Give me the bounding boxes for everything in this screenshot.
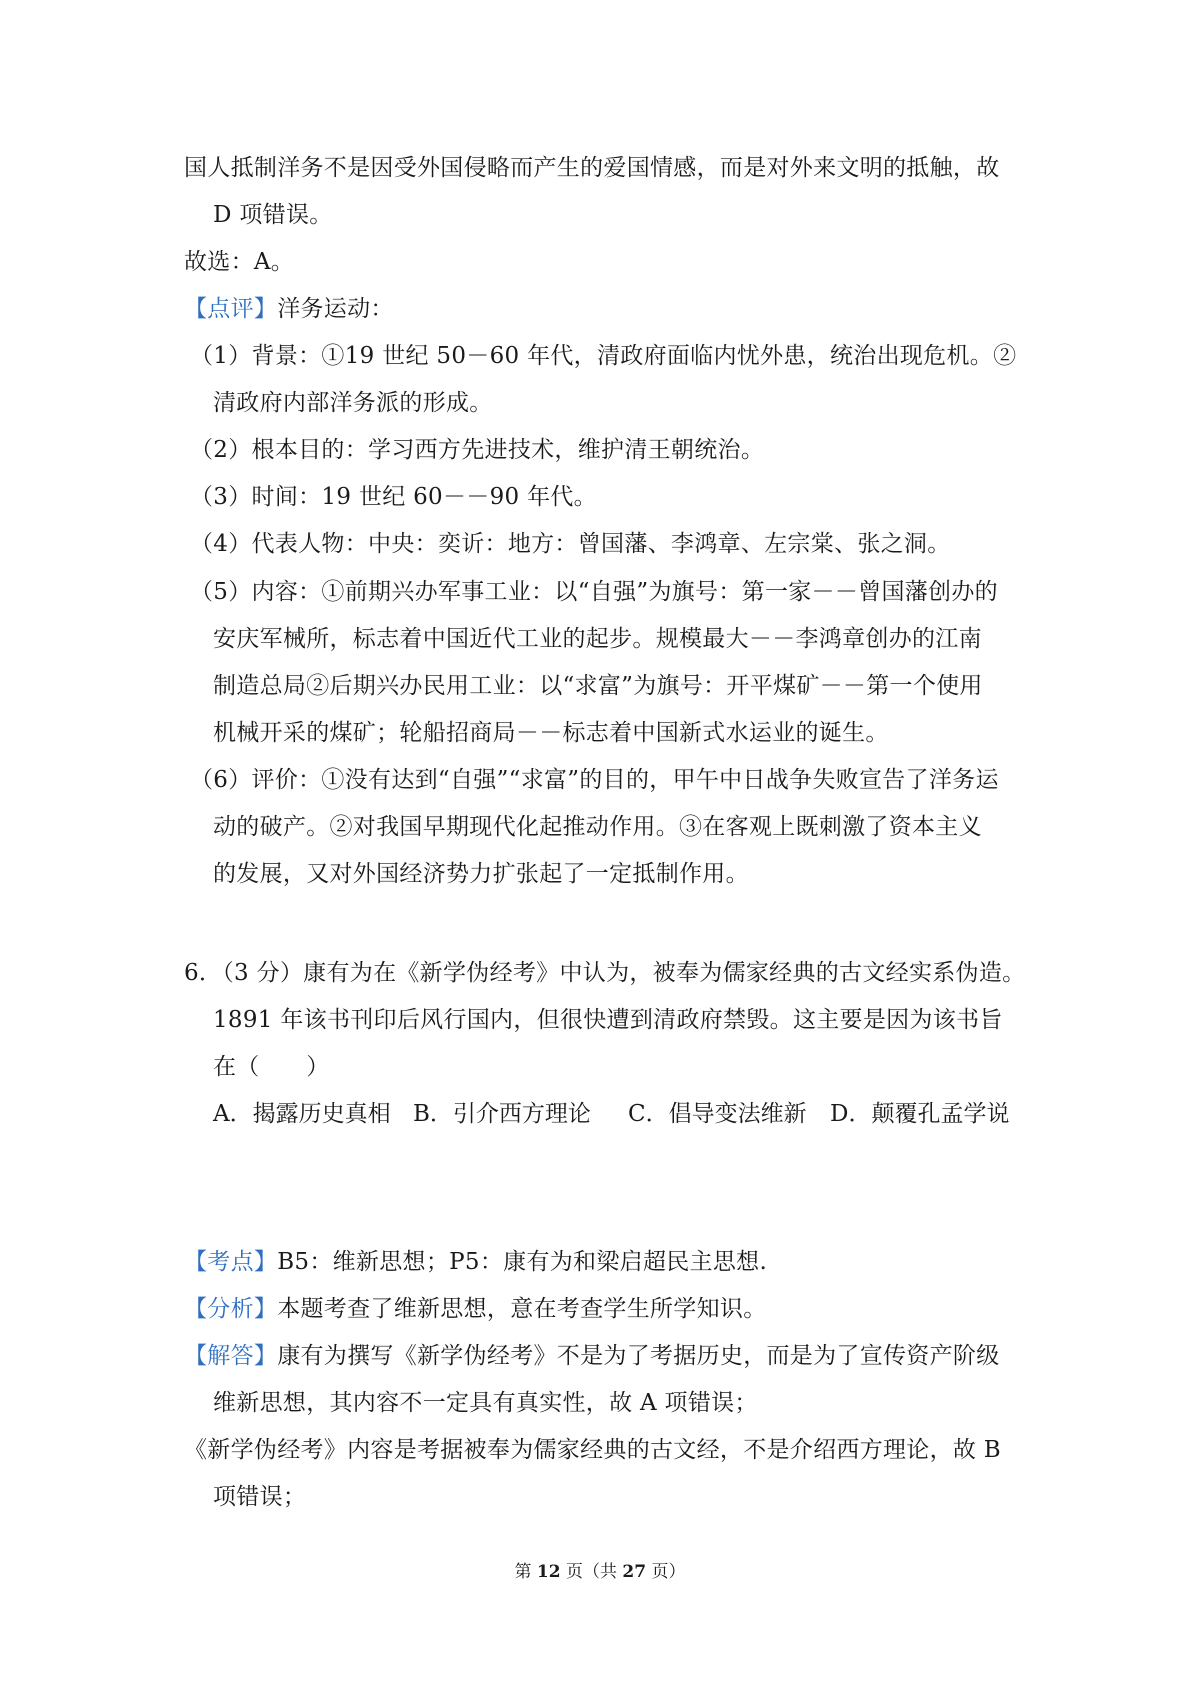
- prev-analysis-line-2: D 项错误。: [213, 202, 333, 228]
- fenxi-tag: 【分析】: [184, 1296, 278, 1322]
- page-footer: [0, 1560, 1200, 1584]
- footer-suffix: 页）: [646, 1562, 686, 1582]
- option-c: C．倡导变法维新: [628, 1101, 807, 1127]
- comment-title: 洋务运动：: [277, 296, 394, 322]
- jieda-text-1: 康有为撰写《新学伪经考》不是为了考据历史，而是为了宣传资产阶级: [277, 1343, 1000, 1369]
- prev-analysis-line-1: 国人抵制洋务不是因受外国侵略而产生的爱国情感，而是对外来文明的抵触，故: [184, 155, 1000, 181]
- footer-total-pages: 27: [622, 1562, 647, 1582]
- question-6-line-3: 在（ ）: [213, 1054, 330, 1080]
- comment-item: （1）背景：①19 世纪 50－60 年代，清政府面临内忧外患，统治出现危机。②: [190, 343, 1017, 369]
- fenxi-text: 本题考查了维新思想，意在考查学生所学知识。: [277, 1296, 767, 1322]
- footer-middle: 页（共: [560, 1562, 623, 1582]
- option-b: B．引介西方理论: [413, 1101, 591, 1127]
- kaodian: [184, 1246, 767, 1278]
- footer-page-number: 12: [536, 1562, 561, 1582]
- option-d: D．颠覆孔孟学说: [830, 1101, 1010, 1127]
- comment-item: （4）代表人物：中央：奕䜣：地方：曾国藩、李鸿章、左宗棠、张之洞。: [190, 531, 951, 557]
- comment-item: 的发展，又对外国经济势力扩张起了一定抵制作用。: [213, 861, 749, 887]
- prev-answer: 故选：A。: [184, 249, 295, 275]
- fenxi: [184, 1293, 767, 1325]
- comment-item: （2）根本目的：学习西方先进技术，维护清王朝统治。: [190, 437, 765, 463]
- jieda-text-2: 维新思想，其内容不一定具有真实性，故 A 项错误；: [213, 1390, 758, 1416]
- comment-item: （6）评价：①没有达到“自强”“求富”的目的，甲午中日战争失败宣告了洋务运: [190, 767, 999, 793]
- comment-item: 动的破产。②对我国早期现代化起推动作用。③在客观上既刺激了资本主义: [213, 814, 982, 840]
- jieda-text-3: 《新学伪经考》内容是考据被奉为儒家经典的古文经，不是介绍西方理论，故 B: [184, 1437, 1002, 1463]
- kaodian-tag: 【考点】: [184, 1249, 278, 1275]
- comment-item: （5）内容：①前期兴办军事工业：以“自强”为旗号：第一家－－曾国藩创办的: [190, 579, 998, 605]
- comment-item: 机械开采的煤矿；轮船招商局－－标志着中国新式水运业的诞生。: [213, 720, 889, 746]
- jieda-text-4: 项错误；: [213, 1484, 307, 1510]
- jieda: [184, 1340, 1000, 1372]
- comment-item: 制造总局②后期兴办民用工业：以“求富”为旗号：开平煤矿－－第一个使用: [213, 673, 983, 699]
- footer-prefix: 第: [514, 1562, 537, 1582]
- jieda-tag: 【解答】: [184, 1343, 278, 1369]
- comment-item: 安庆军械所，标志着中国近代工业的起步。规模最大－－李鸿章创办的江南: [213, 626, 982, 652]
- comment-item: 清政府内部洋务派的形成。: [213, 390, 493, 416]
- question-6-line-2: 1891 年该书刊印后风行国内，但很快遭到清政府禁毁。这主要是因为该书旨: [213, 1007, 1003, 1033]
- kaodian-text: B5：维新思想；P5：康有为和梁启超民主思想.: [277, 1249, 768, 1275]
- comment-tag: 【点评】: [184, 296, 278, 322]
- comment-heading: [184, 293, 394, 325]
- option-a: A．揭露历史真相: [213, 1101, 391, 1127]
- comment-item: （3）时间：19 世纪 60－－90 年代。: [190, 484, 597, 510]
- question-6-line-1: 6．（3 分）康有为在《新学伪经考》中认为，被奉为儒家经典的古文经实系伪造。: [184, 960, 1026, 986]
